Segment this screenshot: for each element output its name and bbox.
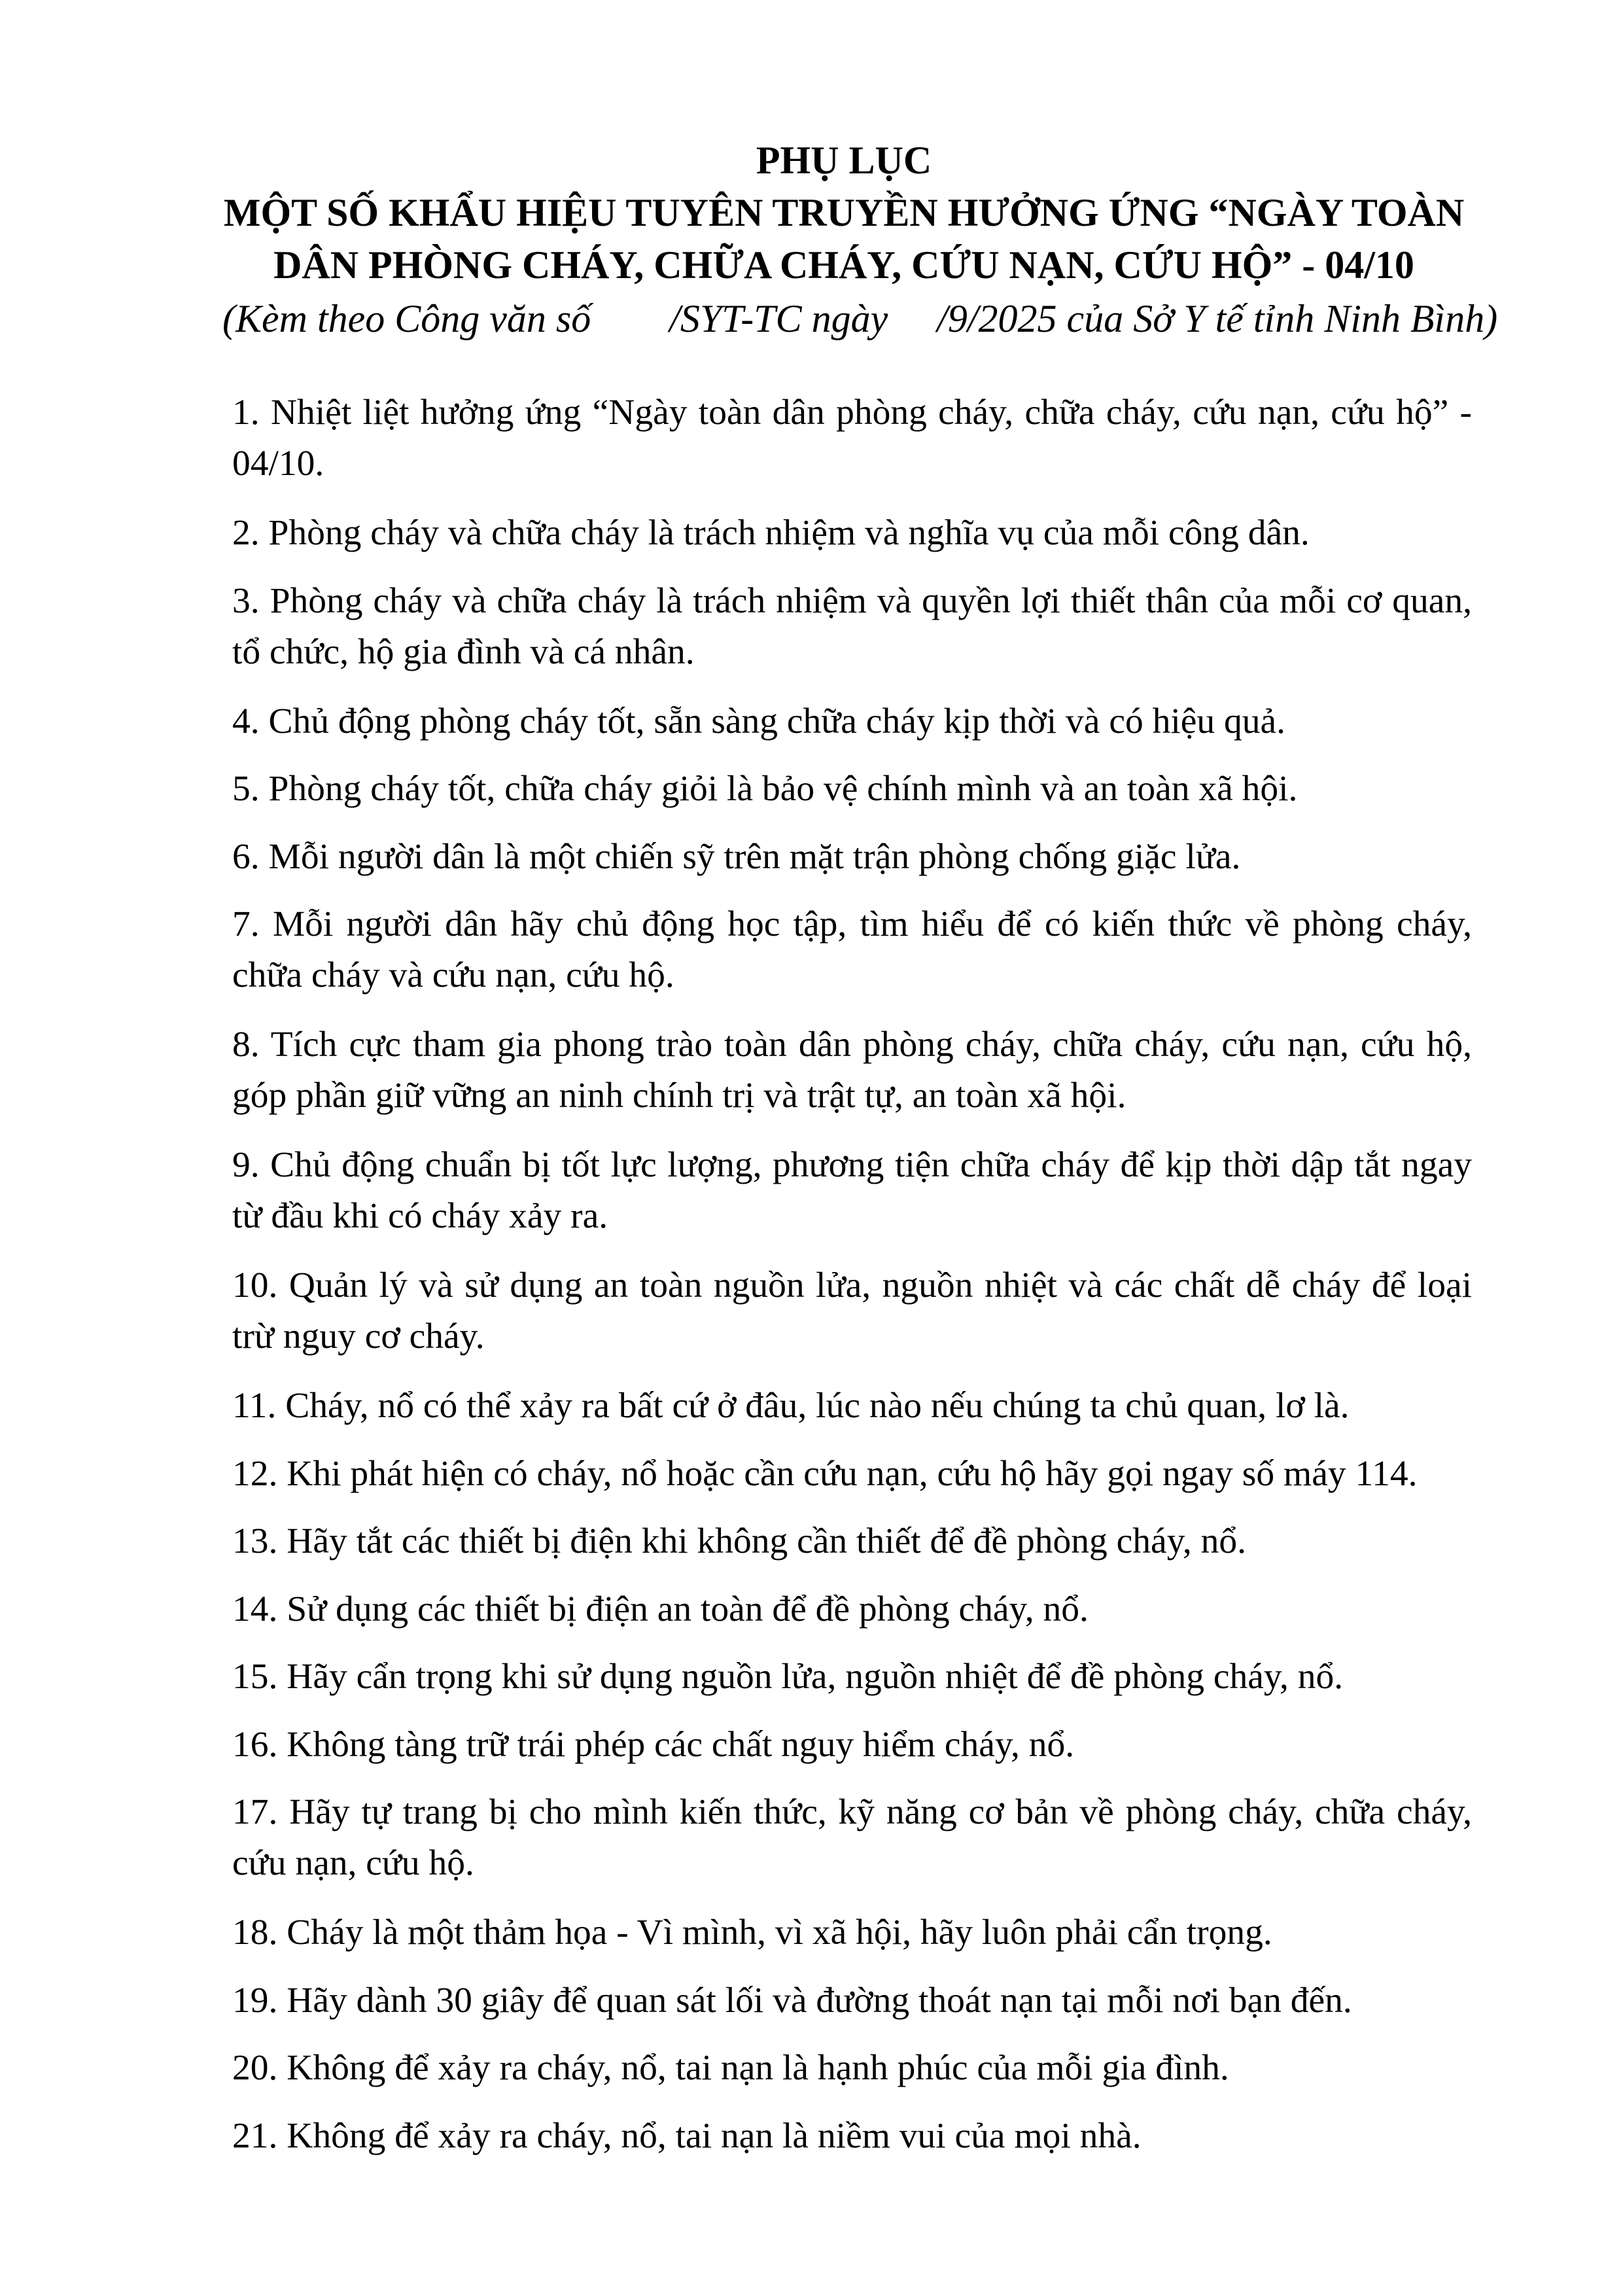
- slogan-item: 2. Phòng cháy và chữa cháy là trách nhiệm và nghĩa vụ của mỗi công dân.: [232, 513, 1310, 553]
- slogan-item: 12. Khi phát hiện có cháy, nổ hoặc cần cứu nạn, cứu hộ hãy gọi ngay số máy 114.: [232, 1453, 1418, 1494]
- document-title-line-2: DÂN PHÒNG CHÁY, CHỮA CHÁY, CỨU NẠN, CỨU HỘ” - 04/10: [273, 243, 1414, 287]
- document-header: [222, 134, 1498, 346]
- slogan-item: 4. Chủ động phòng cháy tốt, sẵn sàng chữa cháy kịp thời và có hiệu quả.: [232, 701, 1286, 741]
- slogan-item: 9. Chủ động chuẩn bị tốt lực lượng, phương tiện chữa cháy để kịp thời dập tắt ngay từ đầu khi có cháy xảy ra.: [232, 1145, 1472, 1236]
- slogan-item: 10. Quản lý và sử dụng an toàn nguồn lửa, nguồn nhiệt và các chất dễ cháy để loại trừ nguy cơ cháy.: [232, 1265, 1472, 1356]
- slogan-item: 14. Sử dụng các thiết bị điện an toàn để đề phòng cháy, nổ.: [232, 1589, 1089, 1629]
- slogan-item: 7. Mỗi người dân hãy chủ động học tập, tìm hiểu để có kiến thức về phòng cháy, chữa cháy và cứu nạn, cứu hộ.: [232, 904, 1472, 995]
- slogan-item: 1. Nhiệt liệt hưởng ứng “Ngày toàn dân phòng cháy, chữa cháy, cứu nạn, cứu hộ” - 04/10.: [232, 393, 1472, 484]
- appendix-title: PHỤ LỤC: [756, 139, 932, 182]
- slogan-item: 16. Không tàng trữ trái phép các chất nguy hiểm cháy, nổ.: [232, 1724, 1075, 1765]
- slogan-item: 19. Hãy dành 30 giây để quan sát lối và đường thoát nạn tại mỗi nơi bạn đến.: [232, 1980, 1352, 2021]
- slogan-item: 15. Hãy cẩn trọng khi sử dụng nguồn lửa, nguồn nhiệt để đề phòng cháy, nổ.: [232, 1657, 1344, 1697]
- slogan-item: 11. Cháy, nổ có thể xảy ra bất cứ ở đâu, lúc nào nếu chúng ta chủ quan, lơ là.: [232, 1386, 1350, 1426]
- slogan-item: 3. Phòng cháy và chữa cháy là trách nhiệm và quyền lợi thiết thân của mỗi cơ quan, tổ chức, hộ gia đình và cá nhân.: [232, 580, 1472, 672]
- slogan-item: 21. Không để xảy ra cháy, nổ, tai nạn là niềm vui của mọi nhà.: [232, 2115, 1142, 2156]
- slogan-item: 6. Mỗi người dân là một chiến sỹ trên mặt trận phòng chống giặc lửa.: [232, 836, 1241, 877]
- slogan-list: [232, 387, 1472, 2178]
- slogan-item: 20. Không để xảy ra cháy, nổ, tai nạn là hạnh phúc của mỗi gia đình.: [232, 2048, 1229, 2088]
- slogan-item: 13. Hãy tắt các thiết bị điện khi không cần thiết để đề phòng cháy, nổ.: [232, 1521, 1246, 1561]
- document-subtitle: (Kèm theo Công văn số /SYT-TC ngày /9/2025 của Sở Y tế tỉnh Ninh Bình): [222, 297, 1498, 340]
- document-title-line-1: MỘT SỐ KHẨU HIỆU TUYÊN TRUYỀN HƯỞNG ỨNG “NGÀY TOÀN: [223, 191, 1465, 234]
- slogan-item: 18. Cháy là một thảm họa - Vì mình, vì xã hội, hãy luôn phải cẩn trọng.: [232, 1913, 1272, 1952]
- slogan-item: 8. Tích cực tham gia phong trào toàn dân phòng cháy, chữa cháy, cứu nạn, cứu hộ, góp phần giữ vững an ninh chính trị và trật tự, an toàn xã hội.: [232, 1025, 1472, 1116]
- slogan-item: 17. Hãy tự trang bị cho mình kiến thức, kỹ năng cơ bản về phòng cháy, chữa cháy, cứu nạn, cứu hộ.: [232, 1792, 1472, 1883]
- slogan-item: 5. Phòng cháy tốt, chữa cháy giỏi là bảo vệ chính mình và an toàn xã hội.: [232, 769, 1298, 809]
